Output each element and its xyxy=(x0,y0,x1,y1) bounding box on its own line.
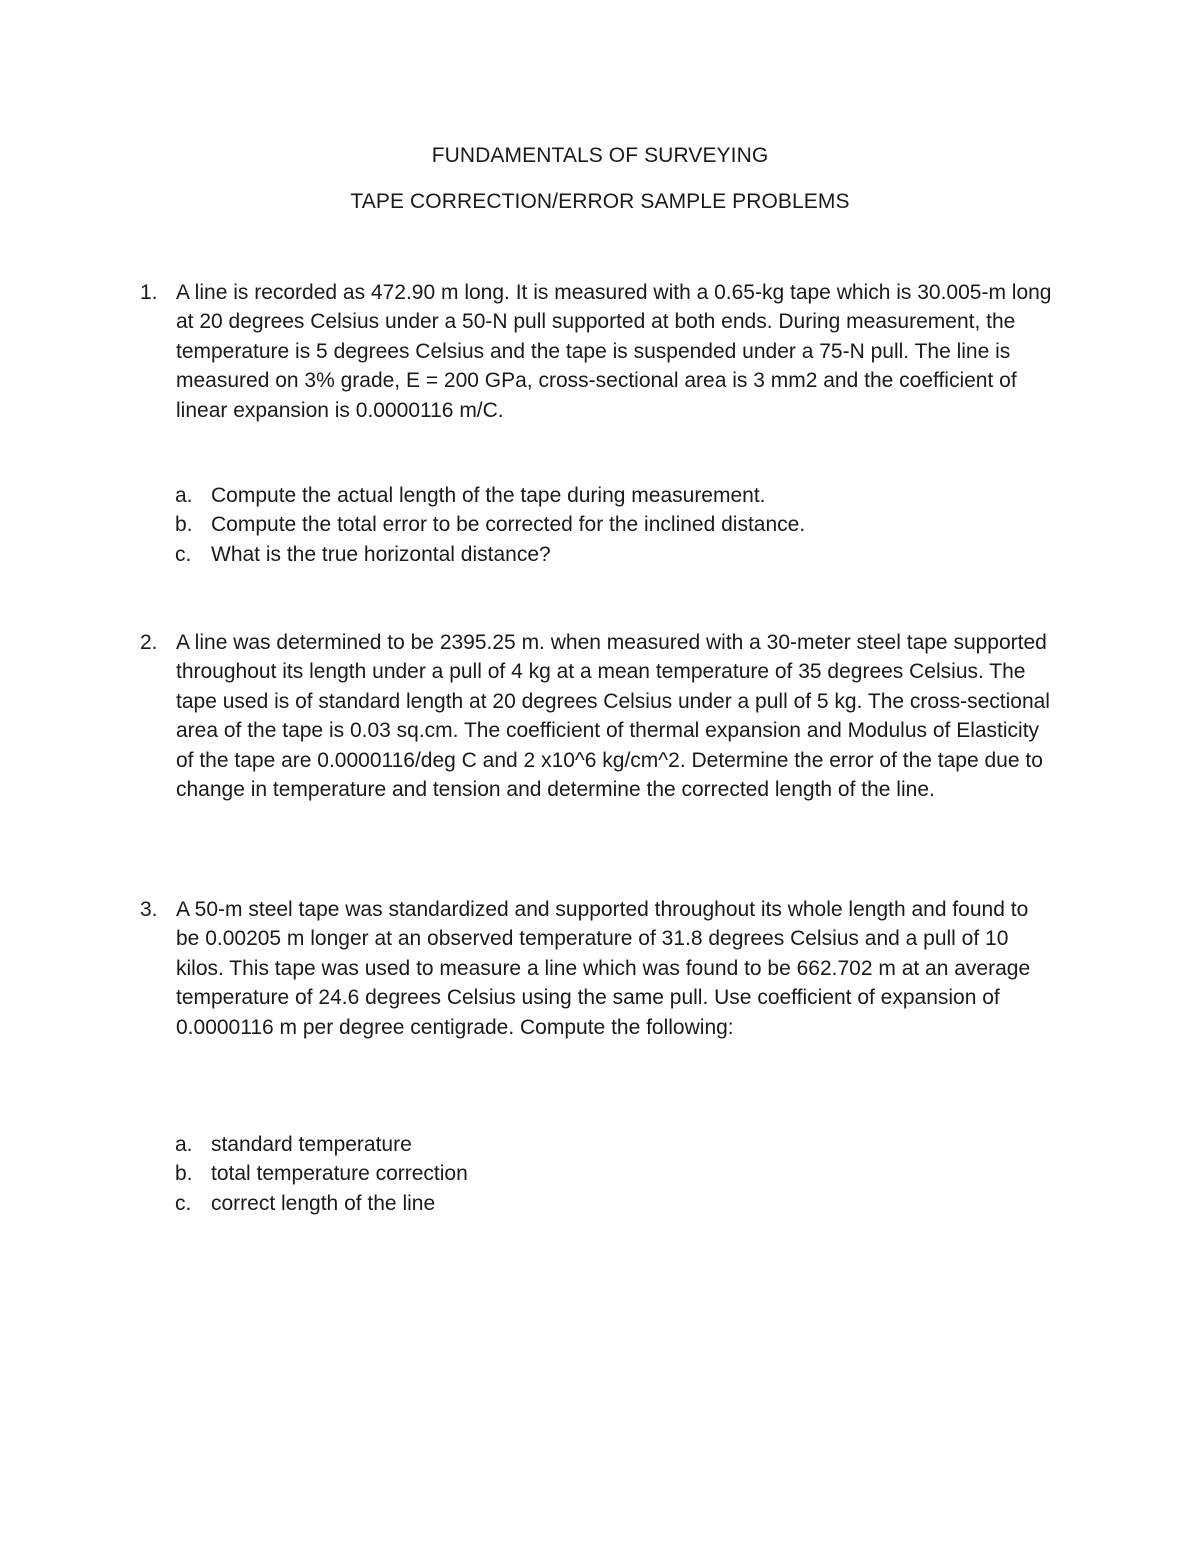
document-title: FUNDAMENTALS OF SURVEYING xyxy=(431,144,769,167)
part-letter: c. xyxy=(175,1191,192,1215)
problem-text: A 50-m steel tape was standardized and supported throughout its whole length and found to be 0.00205 m longer at an observed temperature of 31.8 degrees Celsius and a pull of 10 kilos. This tape was used to measure a line which was found to be 662.702 m at an average temperature of 24.6 degrees Celsius using the same pull. Use coefficient of expansion of 0.0000116 m per degree centigrade. Compute the following: xyxy=(176,898,1031,1039)
problem-number: 1. xyxy=(140,281,158,304)
problem-2 xyxy=(140,628,1060,804)
part-letter: c. xyxy=(175,542,192,566)
document-subtitle: TAPE CORRECTION/ERROR SAMPLE PROBLEMS xyxy=(350,190,850,213)
part-text: Compute the actual length of the tape during measurement. xyxy=(211,484,766,507)
part-text: standard temperature xyxy=(211,1133,412,1156)
part-text: Compute the total error to be corrected for the inclined distance. xyxy=(211,513,806,537)
part-text: correct length of the line xyxy=(211,1191,436,1215)
list-item xyxy=(175,510,1055,539)
problem-number: 2. xyxy=(140,631,158,654)
part-text: total temperature correction xyxy=(211,1162,468,1186)
list-item xyxy=(175,1189,1055,1218)
problem-number: 3. xyxy=(140,898,158,921)
problem-1-parts xyxy=(175,481,1055,569)
part-letter: a. xyxy=(175,1133,193,1156)
list-item xyxy=(175,1159,1055,1188)
list-item xyxy=(175,481,1055,510)
problem-text: A line was determined to be 2395.25 m. when measured with a 30-meter steel tape supported throughout its length under a pull of 4 kg at a mean temperature of 35 degrees Celsius. The tape used is of standard length at 20 degrees Celsius under a pull of 5 kg. The cross-sectional area of the tape is 0.03 sq.cm. The coefficient of thermal expansion and Modulus of Elasticity of the tape are 0.0000116/deg C and 2 x10^6 kg/cm^2. Determine the error of the tape due to change in temperature and tension and determine the corrected length of the line. xyxy=(176,631,1050,802)
part-letter: b. xyxy=(175,1162,193,1186)
list-item xyxy=(175,540,1055,569)
problem-3 xyxy=(140,895,1060,1042)
problem-1 xyxy=(140,278,1060,425)
part-letter: b. xyxy=(175,513,193,537)
part-text: What is the true horizontal distance? xyxy=(211,542,551,566)
problem-3-parts xyxy=(175,1130,1055,1218)
problem-text: A line is recorded as 472.90 m long. It is measured with a 0.65-kg tape which is 30.005-m long at 20 degrees Celsius under a 50-N pull supported at both ends. During measurement, the temperature is 5 degrees Celsius and the tape is suspended under a 75-N pull. The line is measured on 3% grade, E = 200 GPa, cross-sectional area is 3 mm2 and the coefficient of linear expansion is 0.0000116 m/C. xyxy=(176,281,1052,422)
list-item xyxy=(175,1130,1055,1159)
part-letter: a. xyxy=(175,484,193,507)
